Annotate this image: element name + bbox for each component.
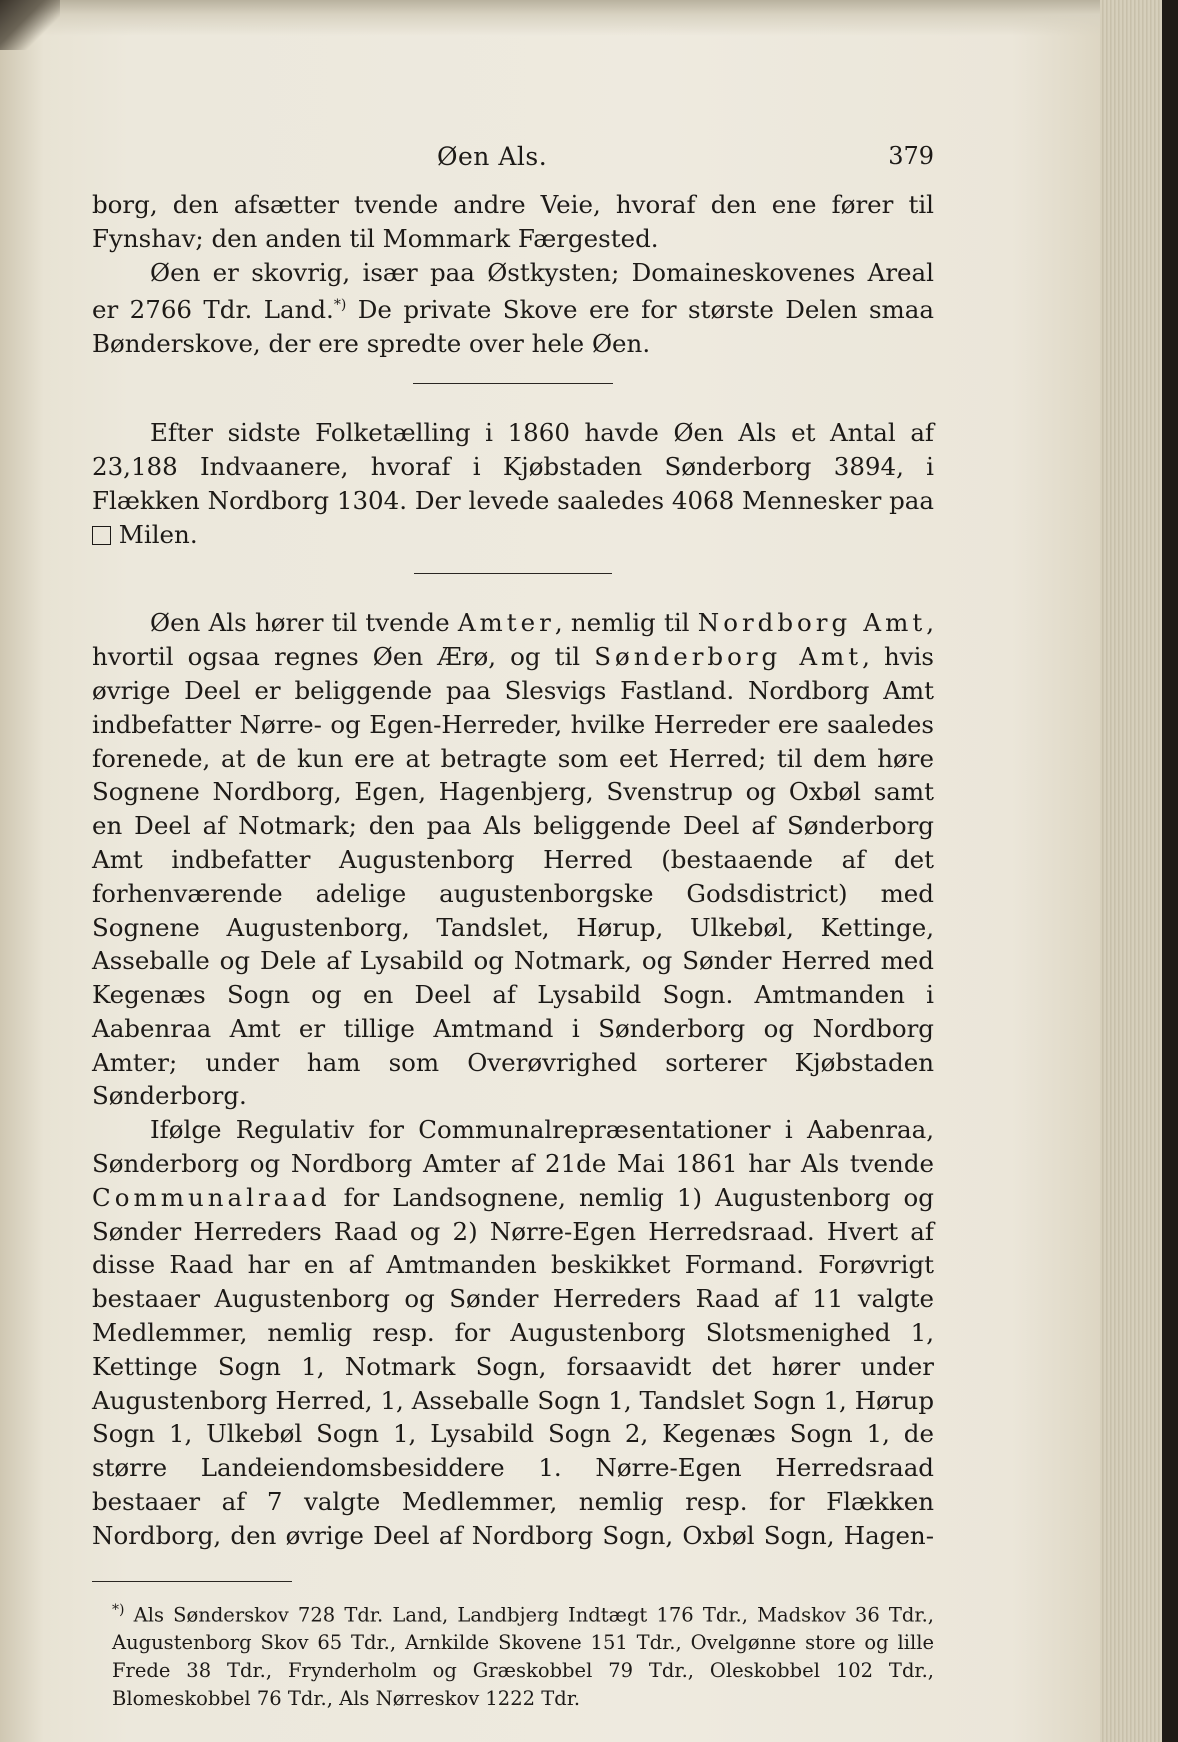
paragraph-4-mid-2: , hvortil ogsaa regnes Øen Ærø, og til	[92, 608, 934, 672]
paragraph-3	[92, 416, 934, 551]
page-number: 379	[888, 142, 934, 170]
section-divider	[413, 383, 613, 384]
page-corner-shadow	[0, 0, 60, 50]
paragraph-2-text-a: Øen er skovrig, især paa Østkysten; Domaineskovenes Areal er 2766 Tdr. Land.	[92, 257, 934, 325]
paragraph-4-rest: , hvis øvrige Deel er beliggende paa Slesvigs Fastland. Nordborg Amt indbefatter Nørre- og Egen-Herreder, hvilke Herreder ere saaledes forenede, at de kun ere at betragte som eet Herred; til dem høre Sognene Nordborg, Egen, Hagenbjerg, Svenstrup og Oxbøl samt en Deel af Notmark; den paa Als beliggende Deel af Sønderborg Amt indbefatter Augustenborg Herred (bestaaende af det forhenværende adelige augustenborgske Godsdistrict) med Sognene Augustenborg, Tandslet, Hørup, Ulkebøl, Kettinge, Asseballe og Dele af Lysabild og Notmark, og Sønder Herred med Kegenæs Sogn og en Deel af Lysabild Sogn. Amtmanden i Aabenraa Amt er tillige Amtmand i Sønderborg og Nordborg Amter; under ham som Overøvrighed sorterer Kjøbstaden Sønderborg.	[92, 642, 934, 1111]
paragraph-4	[92, 606, 934, 1113]
spaced-term-sonderborg-amt: Sønderborg Amt	[594, 642, 863, 672]
footnotes	[92, 1596, 934, 1714]
paragraph-3-text-b: Milen.	[111, 519, 198, 549]
page-content	[92, 132, 934, 1713]
paragraph-5	[92, 1113, 934, 1552]
spaced-term-nordborg-amt: Nordborg Amt	[697, 608, 927, 638]
footnote	[92, 1596, 934, 1714]
spaced-term-communalraad: Communalraad	[92, 1182, 331, 1212]
page-top-shadow	[0, 0, 1100, 36]
paragraph-5-rest: for Landsognene, nemlig 1) Augustenborg og Sønder Herreders Raad og 2) Nørre-Egen Herredsraad. Hvert af disse Raad har en af Amtmanden beskikket Formand. Forøvrigt bestaaer Augustenborg og Sønder Herreders Raad af 11 valgte Medlemmer, nemlig resp. for Augustenborg Slotsmenighed 1, Kettinge Sogn 1, Notmark Sogn, forsaavidt det hører under Augustenborg Herred, 1, Asseballe Sogn 1, Tandslet Sogn 1, Hørup Sogn 1, Ulkebøl Sogn 1, Lysabild Sogn 2, Kegenæs Sogn 1, de større Landeiendomsbesiddere 1. Nørre-Egen Herredsraad bestaaer af 7 valgte Medlemmer, nemlig resp. for Flækken Nordborg, den øvrige Deel af Nordborg Sogn, Oxbøl Sogn, Hagen-	[92, 1182, 934, 1550]
footnote-divider	[92, 1581, 292, 1582]
footnote-text: Als Sønderskov 728 Tdr. Land, Landbjerg Indtægt 176 Tdr., Madskov 36 Tdr., Augustenborg Skov 65 Tdr., Arnkilde Skovene 151 Tdr., Ovelgønne store og lille Frede 38 Tdr., Frynderholm og Græskobbel 79 Tdr., Oleskobbel 102 Tdr., Blomeskobbel 76 Tdr., Als Nørreskov 1222 Tdr.	[112, 1603, 934, 1711]
paragraph-5-intro: Ifølge Regulativ for Communalrepræsentationer i Aabenraa, Sønderborg og Nordborg Amter af 21de Mai 1861 har Als tvende	[92, 1115, 934, 1179]
footnote-reference: *)	[333, 297, 347, 314]
paragraph-3-text-a: Efter sidste Folketælling i 1860 havde Øen Als et Antal af 23,188 Indvaanere, hvoraf i Kjøbstaden Sønderborg 3894, i Flækken Nordborg 1304. Der levede saaledes 4068 Mennesker paa	[92, 418, 934, 515]
spaced-term-amter: Amter	[457, 608, 555, 638]
footnote-mark: *)	[112, 1601, 125, 1618]
running-title: Øen Als.	[437, 142, 548, 171]
book-page-edges	[1100, 0, 1178, 1742]
paragraph-2-text-b: De private Skove ere for største Delen smaa Bønderskove, der ere spredte over hele Øen.	[92, 295, 935, 359]
page-header	[92, 132, 934, 188]
paragraph-4-mid-1: , nemlig til	[554, 608, 698, 638]
paragraph-4-intro: Øen Als hører til tvende	[150, 608, 458, 638]
paragraph-1: borg, den afsætter tvende andre Veie, hvoraf den ene fører til Fynshav; den anden til Mommark Færgested.	[92, 190, 934, 253]
section-divider	[414, 573, 612, 574]
paragraph-2	[92, 256, 934, 362]
square-mile-symbol-icon	[92, 526, 111, 545]
